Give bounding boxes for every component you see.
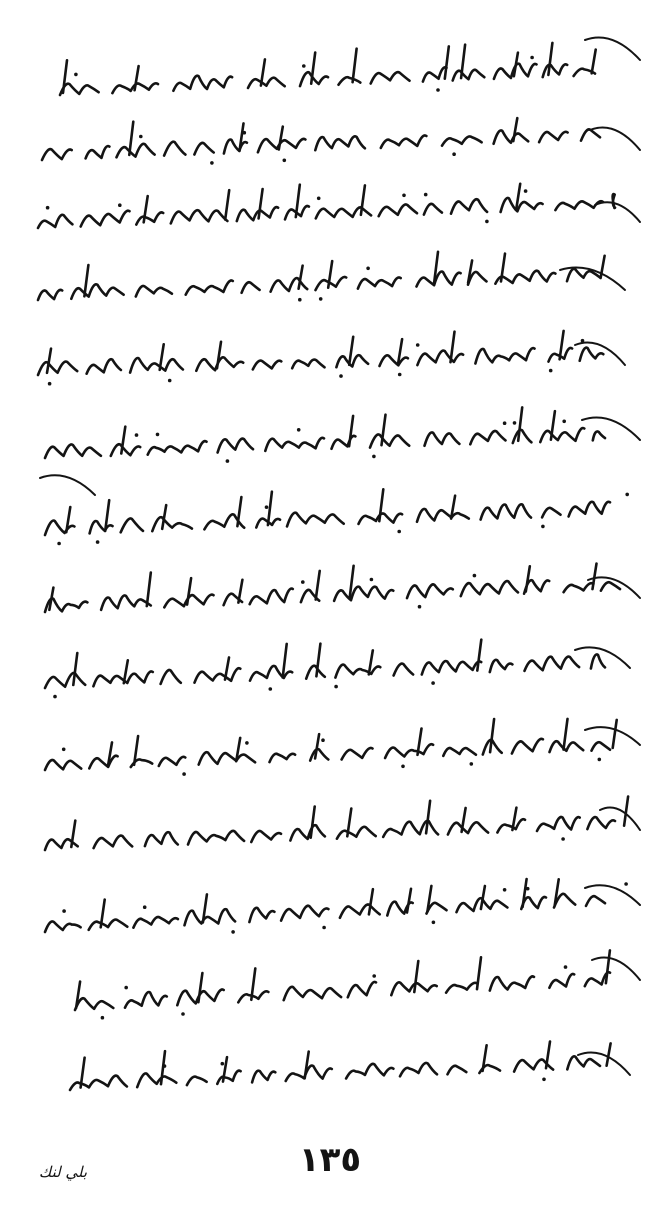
script-stroke bbox=[601, 582, 620, 591]
script-dot bbox=[473, 574, 477, 578]
script-dot bbox=[513, 421, 517, 425]
script-ascender bbox=[225, 658, 229, 680]
script-ascender bbox=[124, 660, 128, 683]
script-ascender bbox=[607, 1043, 611, 1065]
script-ascender bbox=[147, 573, 151, 607]
script-dot bbox=[366, 267, 370, 271]
script-stroke bbox=[101, 595, 151, 609]
script-dot bbox=[372, 974, 376, 978]
script-dot bbox=[96, 540, 100, 544]
script-stroke bbox=[334, 587, 393, 601]
script-stroke bbox=[38, 362, 77, 375]
script-stroke bbox=[300, 72, 328, 86]
script-dot bbox=[418, 605, 422, 609]
script-stroke bbox=[161, 670, 181, 684]
script-dot bbox=[526, 887, 530, 891]
script-stroke bbox=[38, 215, 72, 228]
script-stroke bbox=[339, 77, 361, 85]
script-ascender bbox=[490, 719, 494, 752]
script-stroke bbox=[42, 149, 72, 160]
script-stroke bbox=[495, 271, 555, 284]
script-dot bbox=[432, 921, 436, 925]
script-stroke bbox=[218, 439, 253, 453]
script-dot bbox=[452, 152, 456, 156]
script-dot bbox=[625, 493, 629, 497]
script-ascender bbox=[217, 342, 221, 369]
script-dot bbox=[62, 909, 66, 913]
marginal-gloss-stroke bbox=[582, 418, 640, 441]
script-dot bbox=[562, 420, 566, 424]
script-ascender bbox=[316, 571, 320, 600]
script-stroke bbox=[400, 1063, 437, 1076]
script-ascender bbox=[268, 492, 272, 525]
script-stroke bbox=[148, 441, 207, 455]
script-stroke bbox=[567, 1056, 600, 1069]
script-ascender bbox=[513, 118, 517, 141]
script-stroke bbox=[125, 992, 167, 1008]
script-ascender bbox=[592, 50, 596, 74]
script-stroke bbox=[159, 757, 186, 766]
script-ascender bbox=[353, 49, 357, 82]
script-dot bbox=[48, 382, 52, 386]
script-dot bbox=[118, 203, 122, 207]
script-stroke bbox=[332, 436, 356, 449]
script-dot bbox=[265, 505, 269, 509]
script-stroke bbox=[371, 72, 410, 83]
script-stroke bbox=[385, 744, 433, 758]
script-stroke bbox=[249, 908, 274, 922]
script-dot bbox=[46, 206, 50, 210]
script-stroke bbox=[81, 211, 130, 227]
script-stroke bbox=[87, 359, 121, 373]
script-stroke bbox=[494, 130, 529, 143]
script-dot bbox=[542, 1078, 546, 1082]
script-stroke bbox=[380, 355, 408, 366]
script-ascender bbox=[414, 961, 418, 992]
script-stroke bbox=[593, 431, 605, 440]
script-stroke bbox=[117, 144, 155, 157]
script-stroke bbox=[89, 756, 117, 769]
script-stroke bbox=[45, 760, 81, 770]
script-stroke bbox=[470, 431, 505, 444]
script-dot bbox=[163, 1064, 167, 1068]
script-dot bbox=[210, 161, 214, 165]
script-stroke bbox=[217, 1071, 240, 1084]
script-stroke bbox=[424, 204, 442, 215]
script-stroke bbox=[45, 521, 74, 535]
script-stroke bbox=[417, 351, 463, 366]
script-dot bbox=[431, 681, 435, 685]
script-dot bbox=[297, 428, 301, 432]
script-stroke bbox=[564, 583, 594, 592]
script-stroke bbox=[453, 70, 485, 81]
marginal-gloss-stroke bbox=[40, 475, 95, 495]
script-dot bbox=[564, 965, 568, 969]
script-stroke bbox=[136, 286, 172, 297]
script-stroke bbox=[425, 432, 460, 445]
script-dot bbox=[541, 525, 545, 529]
script-ascender bbox=[187, 578, 191, 604]
script-stroke bbox=[196, 357, 243, 370]
script-stroke bbox=[45, 921, 81, 932]
script-stroke bbox=[512, 739, 543, 754]
script-dot bbox=[372, 455, 376, 459]
script-stroke bbox=[442, 136, 482, 145]
script-stroke bbox=[253, 361, 281, 370]
script-stroke bbox=[173, 76, 232, 91]
script-dot bbox=[298, 298, 302, 302]
script-dot bbox=[624, 882, 628, 886]
script-stroke bbox=[358, 277, 401, 288]
script-stroke bbox=[501, 198, 543, 212]
script-stroke bbox=[121, 518, 143, 532]
script-stroke bbox=[446, 983, 477, 993]
script-stroke bbox=[133, 917, 178, 928]
script-dot bbox=[416, 343, 420, 347]
script-ascender bbox=[315, 734, 319, 758]
script-stroke bbox=[422, 661, 481, 674]
script-stroke bbox=[71, 284, 123, 299]
script-dot bbox=[503, 888, 507, 892]
script-ascender bbox=[160, 344, 164, 370]
script-stroke bbox=[537, 817, 580, 831]
script-stroke bbox=[38, 290, 62, 300]
script-stroke bbox=[539, 132, 568, 142]
script-stroke bbox=[248, 78, 285, 88]
script-dot bbox=[221, 1062, 225, 1066]
script-ascender bbox=[624, 797, 628, 826]
script-ascender bbox=[477, 640, 481, 671]
script-stroke bbox=[549, 974, 574, 988]
script-dot bbox=[57, 542, 61, 546]
script-dot bbox=[370, 578, 374, 582]
script-dot bbox=[74, 73, 78, 77]
script-stroke bbox=[250, 666, 292, 681]
script-stroke bbox=[497, 819, 525, 832]
script-stroke bbox=[613, 194, 615, 208]
script-stroke bbox=[342, 748, 373, 760]
script-dot bbox=[524, 189, 528, 193]
script-stroke bbox=[315, 136, 365, 150]
script-stroke bbox=[185, 909, 236, 925]
script-stroke bbox=[45, 444, 101, 458]
script-stroke bbox=[199, 752, 255, 764]
script-stroke bbox=[550, 741, 584, 752]
script-stroke bbox=[224, 140, 247, 154]
script-stroke bbox=[379, 204, 417, 216]
script-stroke bbox=[417, 509, 469, 522]
script-stroke bbox=[252, 1071, 275, 1083]
script-stroke bbox=[164, 142, 185, 156]
script-ascender bbox=[349, 337, 353, 365]
script-dot bbox=[231, 930, 235, 934]
script-stroke bbox=[75, 998, 113, 1010]
script-dot bbox=[581, 339, 585, 343]
catchword: بلي لنك bbox=[38, 1163, 88, 1181]
script-ascender bbox=[63, 60, 67, 93]
script-dot bbox=[339, 374, 343, 378]
script-stroke bbox=[258, 139, 306, 152]
script-stroke bbox=[451, 199, 487, 213]
script-ascender bbox=[135, 66, 139, 90]
script-stroke bbox=[490, 976, 534, 990]
script-stroke bbox=[286, 1066, 332, 1081]
script-stroke bbox=[448, 1066, 467, 1075]
script-stroke bbox=[423, 67, 447, 81]
script-dot bbox=[53, 695, 57, 699]
script-stroke bbox=[111, 444, 140, 456]
script-ascender bbox=[311, 807, 315, 838]
script-stroke bbox=[336, 355, 368, 367]
script-stroke bbox=[394, 664, 414, 676]
script-stroke bbox=[525, 657, 580, 671]
script-stroke bbox=[281, 906, 328, 921]
script-stroke bbox=[542, 508, 560, 518]
script-stroke bbox=[581, 129, 600, 140]
script-stroke bbox=[242, 282, 260, 293]
script-dot bbox=[124, 986, 128, 990]
script-dot bbox=[317, 197, 321, 201]
script-ascender bbox=[379, 489, 383, 521]
script-ascender bbox=[606, 950, 610, 983]
script-stroke bbox=[60, 84, 99, 95]
script-stroke bbox=[287, 513, 344, 527]
script-stroke bbox=[89, 920, 128, 930]
script-ascender bbox=[526, 566, 530, 591]
script-stroke bbox=[186, 280, 233, 294]
script-stroke bbox=[591, 654, 605, 668]
script-stroke bbox=[171, 210, 228, 223]
script-dot bbox=[139, 135, 143, 139]
script-ascender bbox=[548, 43, 552, 75]
marginal-gloss-stroke bbox=[590, 128, 640, 151]
script-stroke bbox=[348, 982, 376, 997]
marginal-gloss-stroke bbox=[592, 958, 640, 981]
script-dot bbox=[598, 758, 602, 762]
script-dot bbox=[226, 459, 230, 463]
script-ascender bbox=[279, 127, 283, 150]
script-ascender bbox=[225, 190, 229, 219]
script-dot bbox=[503, 421, 507, 425]
script-stroke bbox=[251, 831, 281, 842]
script-stroke bbox=[316, 277, 347, 290]
script-dot bbox=[485, 220, 489, 224]
script-ascender bbox=[407, 889, 411, 913]
script-dot bbox=[402, 194, 406, 198]
script-ascender bbox=[445, 46, 449, 78]
script-dot bbox=[319, 297, 323, 301]
script-stroke bbox=[481, 504, 531, 519]
script-stroke bbox=[265, 438, 324, 451]
marginal-gloss-stroke bbox=[595, 202, 640, 222]
script-stroke bbox=[335, 665, 380, 678]
script-stroke bbox=[137, 1073, 176, 1087]
script-stroke bbox=[407, 584, 453, 598]
script-stroke bbox=[475, 348, 534, 363]
script-stroke bbox=[592, 742, 611, 751]
script-dot bbox=[424, 193, 428, 197]
script-ascender bbox=[259, 189, 263, 218]
script-stroke bbox=[292, 360, 324, 369]
script-ascender bbox=[451, 332, 455, 363]
script-ascender bbox=[560, 331, 564, 359]
script-dot bbox=[549, 369, 553, 373]
script-dot bbox=[243, 131, 247, 135]
script-stroke bbox=[136, 212, 163, 224]
script-stroke bbox=[543, 64, 568, 77]
script-dot bbox=[397, 530, 401, 534]
script-stroke bbox=[187, 1077, 207, 1086]
script-dot bbox=[143, 905, 147, 909]
script-stroke bbox=[188, 831, 244, 845]
script-ascender bbox=[613, 720, 617, 748]
script-stroke bbox=[90, 521, 113, 533]
script-dot bbox=[470, 762, 474, 766]
script-dot bbox=[334, 685, 338, 689]
script-ascender bbox=[477, 957, 481, 989]
script-ascender bbox=[426, 801, 430, 834]
script-stroke bbox=[461, 581, 518, 596]
script-stroke bbox=[152, 517, 192, 531]
script-ascender bbox=[564, 719, 568, 750]
script-stroke bbox=[310, 749, 328, 761]
script-dot bbox=[101, 1016, 105, 1020]
script-dot bbox=[62, 748, 66, 752]
script-stroke bbox=[271, 278, 308, 292]
script-ascender bbox=[349, 416, 353, 446]
marginal-gloss-stroke bbox=[588, 577, 640, 598]
script-dot bbox=[561, 837, 565, 841]
script-stroke bbox=[587, 817, 615, 829]
script-ascender bbox=[369, 889, 373, 914]
script-ascender bbox=[129, 122, 133, 155]
script-stroke bbox=[417, 272, 461, 287]
script-stroke bbox=[270, 754, 296, 762]
script-dot bbox=[398, 373, 402, 377]
script-stroke bbox=[284, 987, 341, 1000]
script-dot bbox=[182, 772, 186, 776]
script-stroke bbox=[340, 905, 380, 918]
script-stroke bbox=[86, 146, 110, 158]
script-dot bbox=[168, 379, 172, 383]
script-dot bbox=[322, 926, 326, 930]
script-ascender bbox=[73, 653, 77, 685]
script-dot bbox=[301, 580, 305, 584]
script-stroke bbox=[443, 748, 476, 756]
script-dot bbox=[436, 88, 440, 92]
script-stroke bbox=[250, 589, 293, 605]
script-stroke bbox=[337, 827, 376, 839]
script-stroke bbox=[383, 821, 438, 837]
script-ascender bbox=[593, 564, 597, 590]
script-stroke bbox=[346, 1064, 393, 1079]
script-ascender bbox=[518, 407, 522, 440]
script-ascender bbox=[261, 59, 265, 85]
script-stroke bbox=[94, 836, 133, 849]
script-dot bbox=[302, 64, 306, 68]
script-ascender bbox=[47, 349, 51, 373]
script-stroke bbox=[290, 825, 325, 840]
page-number: ١٣٥ bbox=[298, 1140, 362, 1180]
script-dot bbox=[401, 765, 405, 769]
script-stroke bbox=[586, 896, 605, 906]
script-stroke bbox=[370, 434, 409, 447]
script-stroke bbox=[145, 832, 178, 846]
script-stroke bbox=[569, 502, 610, 517]
script-stroke bbox=[540, 428, 584, 442]
script-ascender bbox=[198, 973, 202, 1002]
script-stroke bbox=[45, 673, 85, 688]
script-stroke bbox=[513, 430, 532, 443]
script-dot bbox=[530, 56, 534, 60]
script-stroke bbox=[580, 348, 604, 361]
script-stroke bbox=[130, 358, 183, 373]
script-stroke bbox=[381, 135, 427, 147]
script-dot bbox=[269, 687, 273, 691]
script-dot bbox=[156, 433, 160, 437]
script-dot bbox=[283, 159, 287, 163]
script-dot bbox=[135, 433, 139, 437]
script-dot bbox=[181, 1012, 185, 1016]
script-stroke bbox=[490, 660, 513, 672]
script-ascender bbox=[84, 265, 88, 296]
script-stroke bbox=[195, 668, 241, 682]
script-stroke bbox=[448, 822, 488, 834]
script-dot bbox=[245, 741, 249, 745]
script-stroke bbox=[194, 143, 213, 155]
script-dot bbox=[321, 738, 325, 742]
script-stroke bbox=[70, 1076, 127, 1090]
